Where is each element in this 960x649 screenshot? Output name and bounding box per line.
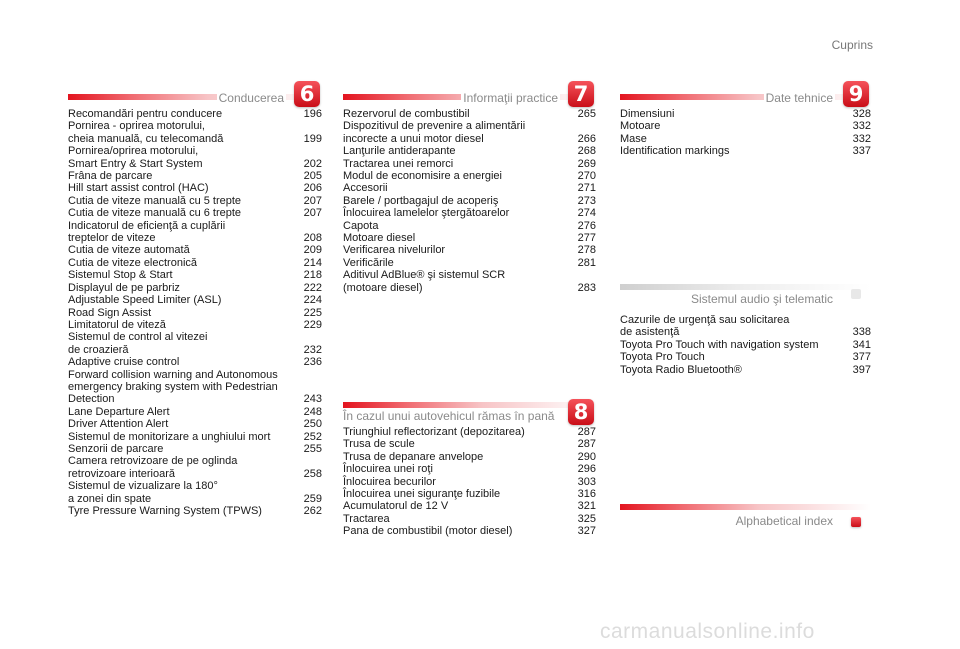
toc-entry[interactable] <box>343 525 596 537</box>
toc-entries <box>343 108 596 294</box>
toc-entry[interactable] <box>68 307 322 319</box>
toc-entry-title: Recomandări pentru conducere <box>68 108 223 120</box>
toc-entry-title: Toyota Pro Touch with navigation system <box>620 338 819 351</box>
toc-entry[interactable] <box>68 319 322 331</box>
toc-entry-title: Limitatorul de viteză <box>68 318 166 331</box>
toc-entry-page: 341 <box>852 338 871 351</box>
section-informatii-practice <box>343 80 596 294</box>
toc-entry-page: 281 <box>577 256 596 269</box>
toc-entry-page: 199 <box>303 132 322 145</box>
section-header <box>343 398 596 426</box>
toc-entry-page: 316 <box>577 488 596 501</box>
section-header <box>620 80 871 108</box>
toc-entry-title: Frâna de parcare <box>68 170 153 183</box>
toc-entry[interactable] <box>620 351 871 363</box>
toc-entry-title: Triunghiul reflectorizant (depozitarea) <box>343 426 525 438</box>
toc-entry-page: 196 <box>303 108 322 120</box>
section-number-badge: 6 <box>294 81 320 107</box>
section-header <box>68 80 322 108</box>
section-title[interactable]: În cazul unui autovehicul rămas în pană <box>343 409 555 423</box>
toc-entry-page: 259 <box>303 492 322 505</box>
toc-entry[interactable] <box>68 244 322 256</box>
toc-entry-title: Verificările <box>343 256 394 269</box>
section-header <box>343 80 596 108</box>
section-number-badge: 7 <box>568 81 594 107</box>
section-title[interactable]: Conducerea <box>218 91 284 105</box>
toc-entry-title: Înlocuirea becurilor <box>343 475 436 488</box>
toc-entry[interactable] <box>68 220 322 245</box>
toc-entry-title: Sistemul de vizualizare la 180° a zonei din spate <box>68 480 218 505</box>
toc-entry-title: Accesorii <box>343 182 388 195</box>
toc-entry-title: Acumulatorul de 12 V <box>343 500 449 513</box>
toc-entry-page: 296 <box>577 463 596 476</box>
toc-entry-page: 283 <box>577 281 596 294</box>
toc-entry-title: Sistemul de monitorizare a unghiului mort <box>68 430 271 443</box>
toc-entry-page: 262 <box>303 505 322 517</box>
toc-entry[interactable] <box>343 120 596 145</box>
toc-entry[interactable] <box>343 145 596 157</box>
toc-entry[interactable] <box>68 269 322 281</box>
toc-entry[interactable] <box>68 195 322 207</box>
toc-entry[interactable] <box>68 294 322 306</box>
section-date-tehnice <box>620 80 871 158</box>
toc-entry-page: 206 <box>303 182 322 195</box>
section-number-badge <box>851 289 861 299</box>
section-sistemul-audio <box>620 280 871 376</box>
toc-entry-page: 202 <box>303 157 322 170</box>
toc-entry-page: 266 <box>577 132 596 145</box>
toc-entry-title: Modul de economisire a energiei <box>343 170 502 183</box>
toc-entry-page: 229 <box>303 318 322 331</box>
section-title[interactable]: Date tehnice <box>765 91 833 105</box>
toc-entry-title: Motoare <box>620 120 661 133</box>
toc-entry-title: Cutia de viteze manuală cu 6 trepte <box>68 207 242 220</box>
toc-entry[interactable] <box>343 476 596 488</box>
toc-entry[interactable] <box>343 158 596 170</box>
toc-entry-page: 303 <box>577 475 596 488</box>
toc-entry-page: 338 <box>852 326 871 339</box>
section-header <box>620 500 871 528</box>
toc-entry[interactable] <box>68 455 322 480</box>
toc-entry-title: Lane Departure Alert <box>68 405 170 418</box>
toc-entry-title: Pana de combustibil (motor diesel) <box>343 525 513 538</box>
toc-entry-title: Aditivul AdBlue® şi sistemul SCR (motoare diesel) <box>343 269 506 294</box>
toc-entry[interactable] <box>68 108 322 120</box>
toc-entry-page: 225 <box>303 306 322 319</box>
toc-entry-title: Road Sign Assist <box>68 306 152 319</box>
toc-entry-page: 270 <box>577 170 596 183</box>
toc-entry-page: 236 <box>303 356 322 369</box>
toc-entry-page: 205 <box>303 170 322 183</box>
toc-entry-page: 274 <box>577 207 596 220</box>
toc-entry-title: Senzorii de parcare <box>68 442 164 455</box>
toc-entry[interactable] <box>68 418 322 430</box>
toc-entry-title: Toyota Pro Touch <box>620 351 705 364</box>
section-divider <box>620 284 871 290</box>
toc-entry-page: 207 <box>303 207 322 220</box>
toc-entry-page: 278 <box>577 244 596 257</box>
toc-entry-page: 332 <box>852 120 871 133</box>
toc-entry-page: 248 <box>303 405 322 418</box>
toc-entry-title: Dispozitivul de prevenire a alimentării incorecte a unui motor diesel <box>343 120 526 145</box>
toc-entry-page: 218 <box>303 269 322 282</box>
toc-entry-page: 207 <box>303 194 322 207</box>
toc-entry-title: Cazurile de urgenţă sau solicitarea de asistenţă <box>620 314 790 339</box>
watermark: carmanualsonline.info <box>600 620 815 643</box>
toc-entry[interactable] <box>343 182 596 194</box>
toc-entry-page: 271 <box>577 182 596 195</box>
toc-entry[interactable] <box>68 170 322 182</box>
toc-entry-title: Rezervorul de combustibil <box>343 108 470 120</box>
toc-entry[interactable] <box>343 451 596 463</box>
toc-entry-page: 222 <box>303 281 322 294</box>
toc-entry-page: 268 <box>577 145 596 158</box>
toc-entry-page: 290 <box>577 450 596 463</box>
toc-entry-title: Hill start assist control (HAC) <box>68 182 209 195</box>
toc-entry[interactable] <box>343 257 596 269</box>
toc-entry[interactable] <box>620 314 871 339</box>
toc-entries <box>68 108 322 517</box>
toc-entry[interactable] <box>620 120 871 132</box>
toc-entry-page: 337 <box>852 145 871 158</box>
toc-entry[interactable] <box>343 170 596 182</box>
toc-entry-title: Motoare diesel <box>343 232 416 245</box>
toc-entry[interactable] <box>620 145 871 157</box>
toc-entry-title: Mase <box>620 132 647 145</box>
toc-entry[interactable] <box>343 207 596 219</box>
toc-entry[interactable] <box>68 406 322 418</box>
toc-entries <box>343 426 596 538</box>
toc-entry-title: Cutia de viteze manuală cu 5 trepte <box>68 194 242 207</box>
toc-entry-page: 269 <box>577 157 596 170</box>
toc-entry-page: 232 <box>303 343 322 356</box>
toc-entry-page: 377 <box>852 351 871 364</box>
toc-entry-page: 276 <box>577 219 596 232</box>
toc-entry[interactable] <box>68 120 322 145</box>
toc-entry-title: Cutia de viteze electronică <box>68 256 198 269</box>
toc-entry-page: 332 <box>852 132 871 145</box>
toc-entry-title: Adjustable Speed Limiter (ASL) <box>68 294 222 307</box>
toc-entry[interactable] <box>343 195 596 207</box>
toc-entry[interactable] <box>68 145 322 170</box>
toc-entries <box>620 108 871 158</box>
toc-entry-page: 252 <box>303 430 322 443</box>
toc-entry-title: Trusa de scule <box>343 438 415 451</box>
section-pana <box>343 398 596 538</box>
toc-entry-page: 265 <box>577 108 596 120</box>
section-conducerea <box>68 80 322 517</box>
toc-entry-page: 208 <box>303 232 322 245</box>
toc-entry[interactable] <box>68 356 322 368</box>
toc-entry[interactable] <box>620 133 871 145</box>
toc-entry[interactable] <box>343 500 596 512</box>
toc-entry-title: Lanţurile antiderapante <box>343 145 456 158</box>
toc-entry[interactable] <box>620 108 871 120</box>
toc-entry-title: Capota <box>343 219 379 232</box>
toc-entry[interactable] <box>343 488 596 500</box>
toc-entry-page: 243 <box>303 393 322 406</box>
toc-entry-title: Barele / portbagajul de acoperiş <box>343 194 499 207</box>
toc-entry-title: Identification markings <box>620 145 730 158</box>
toc-entry[interactable] <box>343 108 596 120</box>
toc-entry[interactable] <box>343 244 596 256</box>
toc-entry-title: Înlocuirea lamelelor ştergătoarelor <box>343 207 510 220</box>
section-title[interactable]: Informaţii practice <box>463 91 558 105</box>
toc-entry[interactable] <box>68 505 322 517</box>
toc-entry[interactable] <box>68 331 322 356</box>
toc-entry[interactable] <box>343 232 596 244</box>
toc-entry[interactable] <box>68 207 322 219</box>
section-divider <box>343 402 596 408</box>
toc-entry-page: 214 <box>303 256 322 269</box>
toc-entry[interactable] <box>68 480 322 505</box>
page-title: Cuprins <box>831 38 873 52</box>
toc-entry-page: 328 <box>852 108 871 120</box>
toc-entry-title: Tractarea unei remorci <box>343 157 454 170</box>
section-number-badge: 9 <box>843 81 869 107</box>
toc-entry-page: 209 <box>303 244 322 257</box>
toc-entry-page: 277 <box>577 232 596 245</box>
section-number-badge <box>851 517 861 527</box>
toc-entry[interactable] <box>68 431 322 443</box>
toc-entry-title: Forward collision warning and Autonomous emergency braking system with Pedestrian Detection <box>68 368 278 406</box>
toc-entry[interactable] <box>68 257 322 269</box>
toc-entry-title: Displayul de pe parbriz <box>68 281 180 294</box>
toc-entry-title: Toyota Radio Bluetooth® <box>620 363 742 376</box>
toc-entry-title: Tractarea <box>343 512 390 525</box>
section-title[interactable]: Alphabetical index <box>735 514 833 528</box>
section-number-badge: 8 <box>568 399 594 425</box>
toc-entry-page: 273 <box>577 194 596 207</box>
toc-entry[interactable] <box>620 339 871 351</box>
toc-entry[interactable] <box>343 513 596 525</box>
toc-entry-title: Sistemul de control al vitezei de croazieră <box>68 331 208 356</box>
toc-entry-title: Trusa de depanare anvelope <box>343 450 484 463</box>
toc-entry-title: Tyre Pressure Warning System (TPWS) <box>68 505 262 517</box>
toc-entry-title: Verificarea nivelurilor <box>343 244 446 257</box>
toc-entry-title: Camera retrovizoare de pe oglinda retrovizoare interioară <box>68 455 238 480</box>
toc-entry-page: 287 <box>577 426 596 438</box>
toc-entry-page: 327 <box>577 525 596 538</box>
toc-entry[interactable] <box>68 182 322 194</box>
toc-entry-title: Înlocuirea unei roţi <box>343 463 433 476</box>
toc-entry-page: 255 <box>303 442 322 455</box>
section-divider <box>620 504 871 510</box>
section-header <box>620 280 871 308</box>
toc-entry-title: Pornirea - oprirea motorului, cheia manuală, cu telecomandă <box>68 120 224 145</box>
toc-entry-title: Dimensiuni <box>620 108 675 120</box>
toc-entry-title: Adaptive cruise control <box>68 356 180 369</box>
toc-entry[interactable] <box>343 463 596 475</box>
toc-entry-title: Cutia de viteze automată <box>68 244 190 257</box>
toc-entry-page: 287 <box>577 438 596 451</box>
toc-entry[interactable] <box>343 426 596 438</box>
toc-entry-title: Indicatorul de eficienţă a cuplării treptelor de viteze <box>68 219 226 245</box>
toc-entry[interactable] <box>343 220 596 232</box>
toc-entry[interactable] <box>620 364 871 376</box>
toc-entry-title: Sistemul Stop & Start <box>68 269 173 282</box>
toc-entry-page: 397 <box>852 363 871 376</box>
toc-entry-title: Înlocuirea unei siguranţe fuzibile <box>343 488 501 501</box>
toc-entry-page: 258 <box>303 467 322 480</box>
toc-entry-title: Pornirea/oprirea motorului, Smart Entry & Start System <box>68 145 203 170</box>
toc-entry[interactable] <box>68 369 322 406</box>
toc-entry[interactable] <box>343 269 596 294</box>
toc-entry-page: 250 <box>303 418 322 431</box>
toc-entry[interactable] <box>68 443 322 455</box>
toc-entry[interactable] <box>68 282 322 294</box>
toc-entry[interactable] <box>343 438 596 450</box>
toc-entries <box>620 314 871 376</box>
toc-entry-title: Driver Attention Alert <box>68 418 169 431</box>
toc-entry-page: 224 <box>303 294 322 307</box>
section-title[interactable]: Sistemul audio şi telematic <box>690 292 833 306</box>
section-alphabetical-index <box>620 500 871 528</box>
toc-entry-page: 325 <box>577 512 596 525</box>
toc-entry-page: 321 <box>577 500 596 513</box>
